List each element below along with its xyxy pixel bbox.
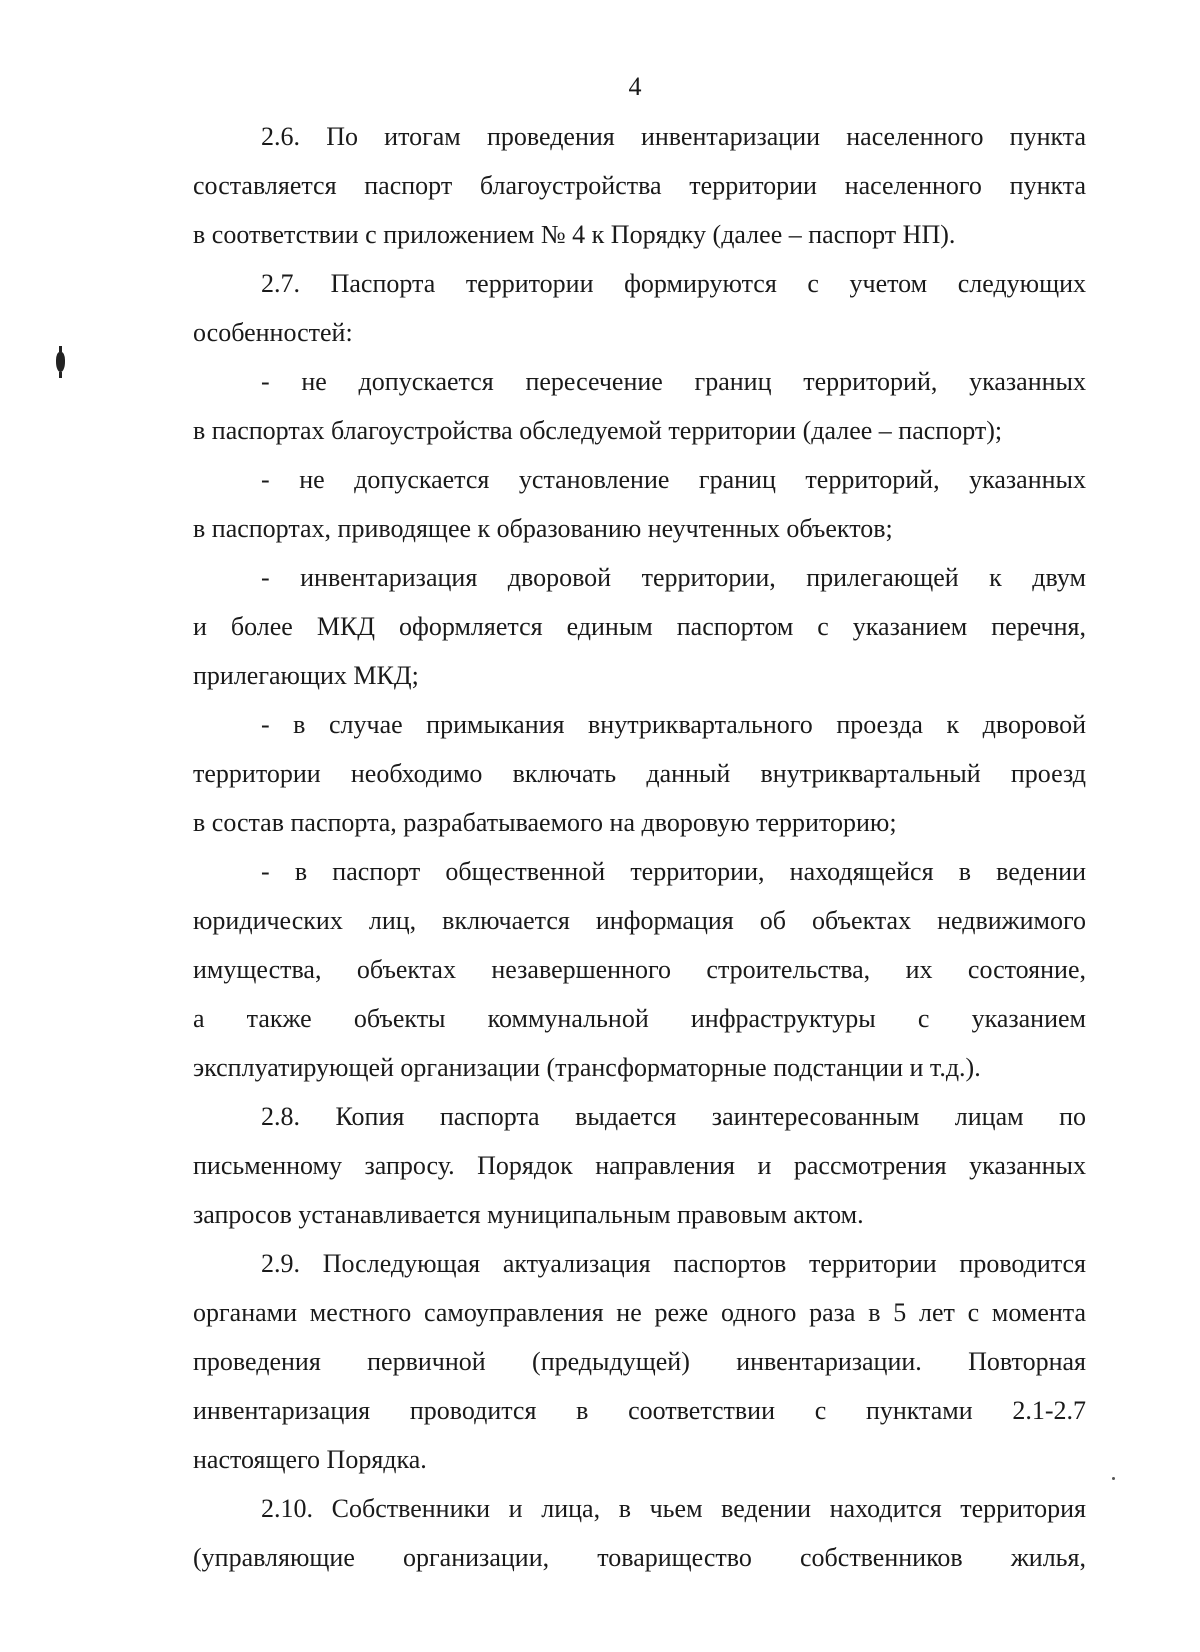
page-number: 4 (628, 72, 642, 101)
text-line: (управляющие организации, товарищество собственников жилья, (193, 1543, 1086, 1572)
text-line: органами местного самоуправления не реже одного раза в 5 лет с момента (193, 1298, 1086, 1327)
text-line: 2.9. Последующая актуализация паспортов территории проводится (261, 1249, 1086, 1278)
text-line: а также объекты коммунальной инфраструктуры с указанием (193, 1004, 1086, 1033)
text-line: 2.7. Паспорта территории формируются с учетом следующих (261, 269, 1086, 298)
text-line: - в паспорт общественной территории, находящейся в ведении (261, 857, 1086, 886)
text-line: запросов устанавливается муниципальным правовым актом. (193, 1200, 864, 1229)
text-line: в паспортах благоустройства обследуемой территории (далее – паспорт); (193, 416, 1003, 445)
scan-speck (1112, 1477, 1115, 1480)
text-line: - не допускается установление границ территорий, указанных (261, 465, 1086, 494)
document-body (193, 112, 1086, 1582)
text-line: 2.8. Копия паспорта выдается заинтересованным лицам по (261, 1102, 1086, 1131)
text-line: 2.10. Собственники и лица, в чьем ведении находится территория (261, 1494, 1086, 1523)
text-line: - инвентаризация дворовой территории, прилегающей к двум (261, 563, 1086, 592)
text-line: настоящего Порядка. (193, 1445, 427, 1474)
text-line: инвентаризация проводится в соответствии с пунктами 2.1-2.7 (193, 1396, 1086, 1425)
text-line: прилегающих МКД; (193, 661, 419, 690)
text-line: в состав паспорта, разрабатываемого на дворовую территорию; (193, 808, 897, 837)
text-line: особенностей: (193, 318, 353, 347)
text-line: и более МКД оформляется единым паспортом с указанием перечня, (193, 612, 1086, 641)
text-line: письменному запросу. Порядок направления и рассмотрения указанных (193, 1151, 1086, 1180)
text-line: в паспортах, приводящее к образованию неучтенных объектов; (193, 514, 893, 543)
text-line: территории необходимо включать данный внутриквартальный проезд (193, 759, 1086, 788)
text-line: проведения первичной (предыдущей) инвентаризации. Повторная (193, 1347, 1086, 1376)
text-line: - не допускается пересечение границ территорий, указанных (261, 367, 1086, 396)
text-line: имущества, объектах незавершенного строительства, их состояние, (193, 955, 1086, 984)
text-line: - в случае примыкания внутриквартального проезда к дворовой (261, 710, 1086, 739)
text-line: эксплуатирующей организации (трансформаторные подстанции и т.д.). (193, 1053, 981, 1082)
text-line: составляется паспорт благоустройства территории населенного пункта (193, 171, 1086, 200)
scan-mark (56, 352, 65, 372)
text-line: в соответствии с приложением № 4 к Порядку (далее – паспорт НП). (193, 220, 956, 249)
text-line: юридических лиц, включается информация об объектах недвижимого (193, 906, 1086, 935)
text-line: 2.6. По итогам проведения инвентаризации населенного пункта (261, 122, 1086, 151)
